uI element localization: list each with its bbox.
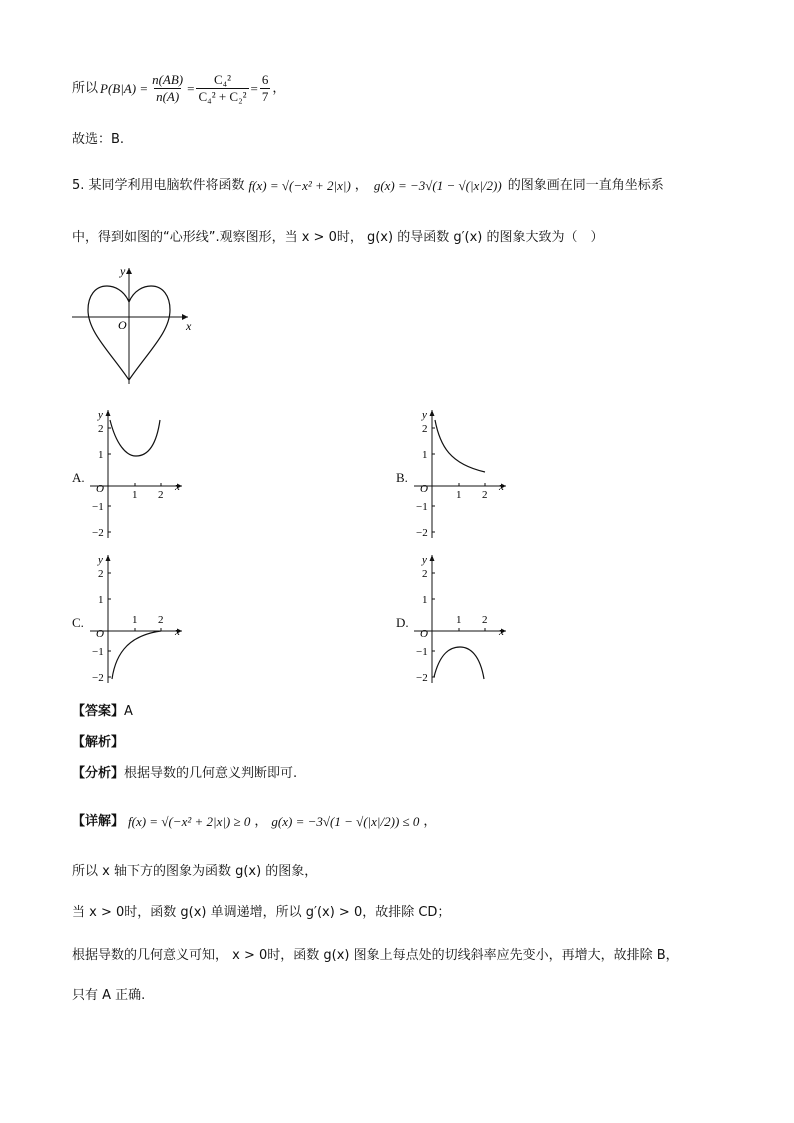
svg-text:1: 1 (98, 449, 104, 461)
prob-prefix: 所以 (72, 80, 99, 96)
detail-g-expr: g(x) = −3√(1 − √(|x|/2)) ≤ 0 (271, 814, 420, 829)
svg-text:1: 1 (422, 449, 428, 461)
f-definition: f(x) = √(−x² + 2|x|) (248, 178, 351, 193)
heart-origin-label: O (118, 318, 127, 332)
answer-line: 【答案】 A (72, 702, 133, 722)
solution-line-1: 所以 x 轴下方的图象为函数 g(x) 的图象， (72, 864, 318, 879)
svg-text:−1: −1 (416, 646, 428, 658)
svg-text:2: 2 (158, 614, 164, 626)
svg-text:x: x (499, 481, 504, 493)
solution-line-3: 根据导数的几何意义可知， x > 0时，函数 g(x) 图象上每点处的切线斜率应先变小，再增大，故排除 B， (72, 948, 679, 963)
option-b-axes (414, 410, 506, 538)
fenxi-line: 【分析】 根据导数的几何意义判断即可. (72, 766, 298, 781)
svg-text:1: 1 (98, 594, 104, 606)
question-5-line-a: 5. 某同学利用电脑软件将函数 f(x) = √(−x² + 2|x|) ， g(x) = −3√(1 − √(|x|/2)) 的图象画在同一直角坐标系 (72, 176, 664, 196)
svg-text:−1: −1 (92, 646, 104, 658)
answer-value: A (124, 704, 133, 719)
heart-x-label: x (186, 319, 192, 333)
fraction-combination: $\frac{\text{C₄²}}{\text{C₄² + C₂²}}$ (198, 72, 247, 104)
option-d-graph[interactable] (410, 551, 514, 685)
prob-line: 所以 P(B|A) = $\frac{n(AB)}{n(A)}$ = $\frac{\text{C₄²}}{\text{C₄² + C₂²}}$ = $\frac{6}{7}$ ， (72, 72, 286, 104)
heart-y-label: y (120, 264, 126, 278)
svg-text:1: 1 (132, 614, 138, 626)
svg-text:1: 1 (456, 489, 462, 501)
svg-text:y: y (98, 554, 103, 566)
fraction-nab: $\frac{n(AB)}{n(A)}$ (152, 72, 184, 104)
option-b-graph[interactable] (410, 406, 514, 540)
svg-text:−1: −1 (92, 501, 104, 513)
svg-text:O: O (96, 483, 104, 495)
svg-text:y: y (98, 409, 103, 421)
svg-text:1: 1 (456, 614, 462, 626)
svg-text:2: 2 (98, 568, 104, 580)
svg-text:x: x (175, 481, 180, 493)
choice-line: 故选：B. (72, 132, 125, 147)
option-c-curve (112, 631, 161, 679)
question-5-line-b: 中，得到如图的“心形线”.观察图形，当 x > 0时， g(x) 的导函数 g′(x) 的图象大致为（ ） (72, 230, 604, 245)
svg-text:−2: −2 (416, 527, 428, 539)
svg-text:−2: −2 (92, 527, 104, 539)
svg-text:x: x (175, 626, 180, 638)
svg-text:y: y (422, 409, 427, 421)
svg-text:2: 2 (158, 489, 164, 501)
option-b-label[interactable]: B. (396, 470, 408, 485)
svg-text:2: 2 (482, 489, 488, 501)
option-a-curve (110, 420, 160, 456)
svg-text:1: 1 (422, 594, 428, 606)
solution-line-2: 当 x > 0时，函数 g(x) 单调递增，所以 g′(x) > 0，故排除 CD； (72, 905, 451, 920)
svg-text:O: O (420, 483, 428, 495)
svg-text:−1: −1 (416, 501, 428, 513)
svg-text:−2: −2 (92, 672, 104, 684)
svg-text:2: 2 (422, 423, 428, 435)
svg-text:O: O (420, 628, 428, 640)
option-d-label[interactable]: D. (396, 615, 409, 630)
svg-text:2: 2 (98, 423, 104, 435)
svg-text:x: x (499, 626, 504, 638)
analysis-heading: 【解析】 (72, 735, 125, 750)
svg-text:2: 2 (422, 568, 428, 580)
option-a-graph[interactable] (86, 406, 190, 540)
detail-line: 【详解】 f(x) = √(−x² + 2|x|) ≥ 0 ， g(x) = −3√(1 − √(|x|/2)) ≤ 0 ， (72, 812, 436, 832)
svg-text:2: 2 (482, 614, 488, 626)
option-d-curve (434, 647, 484, 679)
fraction-result: $\frac{6}{7}$ (261, 72, 269, 104)
svg-text:y: y (422, 554, 427, 566)
option-c-label[interactable]: C. (72, 615, 84, 630)
svg-text:1: 1 (132, 489, 138, 501)
prob-expr: P(B|A) = (100, 80, 149, 96)
option-b-curve (435, 420, 485, 472)
option-a-axes (90, 410, 182, 538)
g-definition: g(x) = −3√(1 − √(|x|/2)) (373, 178, 502, 193)
detail-f-expr: f(x) = √(−x² + 2|x|) ≥ 0 (128, 814, 251, 829)
heart-figure (70, 262, 200, 388)
option-a-label[interactable]: A. (72, 470, 85, 485)
solution-line-4: 只有 A 正确. (72, 988, 146, 1003)
option-c-graph[interactable] (86, 551, 190, 685)
svg-text:−2: −2 (416, 672, 428, 684)
svg-text:O: O (96, 628, 104, 640)
